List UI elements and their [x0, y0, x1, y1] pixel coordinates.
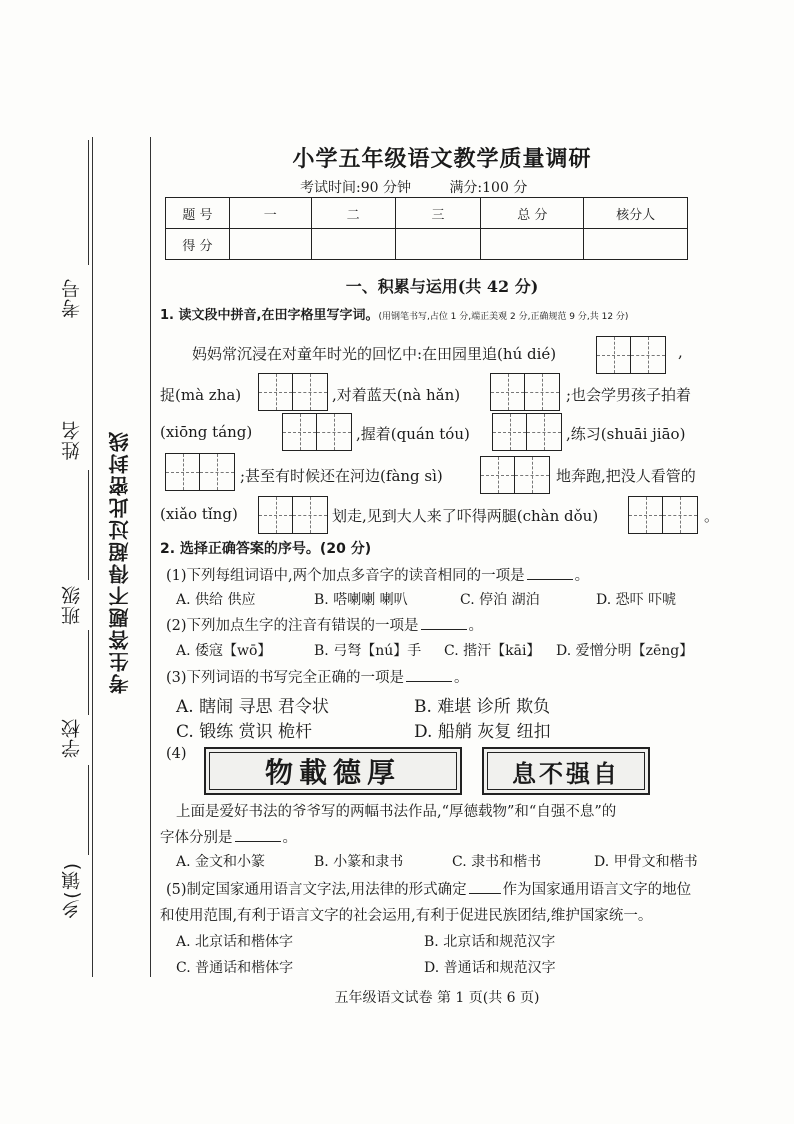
- full-score: 满分:100 分: [449, 180, 528, 196]
- q1-line-5a: (xiǎo tǐng): [160, 505, 238, 523]
- q1-line-2a: 捉(mà zha): [160, 386, 242, 404]
- answer-blank[interactable]: [469, 893, 501, 894]
- score-header-cell: 总 分: [481, 198, 584, 229]
- tianzige-nahan[interactable]: [490, 373, 560, 411]
- q2-sub4-text2-a: 字体分别是: [160, 830, 233, 846]
- q1-line-5c: 。: [704, 507, 720, 525]
- q2-sub4-end: 。: [282, 830, 297, 846]
- score-row-label: 得 分: [166, 229, 230, 260]
- xingming-label: 姓名: [61, 420, 83, 460]
- q1-line-3a: (xiōng táng): [160, 423, 253, 441]
- q1-line-4c: 地奔跑,把没人看管的: [556, 467, 696, 485]
- xuexiao-blank[interactable]: [88, 765, 89, 855]
- option-d[interactable]: D. 船艄 灰复 纽扣: [414, 722, 551, 742]
- q2-sub3-end: 。: [454, 670, 469, 686]
- option-b[interactable]: B. 弓弩【nú】手: [314, 643, 422, 659]
- xingming-blank[interactable]: [88, 470, 89, 580]
- q1-line-2c: ;也会学男孩子拍着: [566, 386, 692, 404]
- banji-label: 班级: [61, 585, 83, 625]
- tianzige-chandou[interactable]: [628, 496, 698, 534]
- q2-sub3-text: (3)下列词语的书写完全正确的一项是: [166, 670, 405, 686]
- option-c[interactable]: C. 揩汗【kāi】: [444, 643, 541, 659]
- q1-line-1-end: ,: [678, 343, 683, 361]
- tianzige-quantou[interactable]: [492, 413, 562, 451]
- option-c[interactable]: C. 隶书和楷书: [452, 854, 542, 870]
- q2-sub2-end: 。: [468, 618, 484, 634]
- option-b[interactable]: B. 北京话和规范汉字: [424, 934, 556, 950]
- tianzige-shuaijiao[interactable]: [165, 453, 235, 491]
- option-d[interactable]: D. 爱憎分明【zēng】: [556, 643, 694, 659]
- answer-blank[interactable]: [406, 681, 452, 682]
- option-a[interactable]: A. 北京话和楷体字: [176, 934, 294, 950]
- score-input-cell[interactable]: [584, 229, 688, 260]
- page-footer: 五年级语文试卷 第 1 页(共 6 页): [334, 990, 540, 1006]
- option-c[interactable]: C. 停泊 湖泊: [460, 592, 540, 608]
- option-c[interactable]: C. 普通话和楷体字: [176, 960, 294, 976]
- option-a[interactable]: A. 倭寇【wō】: [176, 643, 272, 659]
- q2-sub2-text: (2)下列加点生字的注音有错误的一项是: [166, 618, 419, 634]
- score-input-cell[interactable]: [481, 229, 584, 260]
- option-a[interactable]: A. 供给 供应: [176, 592, 256, 608]
- calligraphy-1-text: 物載德厚: [264, 756, 401, 789]
- option-d[interactable]: D. 普通话和规范汉字: [424, 960, 556, 976]
- score-header-cell: 核分人: [584, 198, 688, 229]
- question-1-title: [160, 304, 628, 323]
- exam-info: [300, 177, 561, 197]
- q2-sub5-line1: [166, 878, 691, 899]
- calligraphy-2-text: 息不强自: [512, 758, 620, 788]
- q1-title-text: 1. 读文段中拼音,在田字格里写字词。: [160, 308, 379, 323]
- answer-blank[interactable]: [235, 841, 281, 842]
- q2-sub3: [166, 666, 469, 687]
- answer-blank[interactable]: [421, 629, 467, 630]
- option-b[interactable]: B. 嗒喇喇 喇叭: [314, 592, 408, 608]
- q1-line-3c: ,练习(shuāi jiāo): [566, 425, 686, 443]
- q2-sub4: (4): [166, 746, 187, 762]
- score-input-cell[interactable]: [395, 229, 481, 260]
- option-d[interactable]: D. 恐吓 吓唬: [596, 592, 677, 608]
- seal-line-notice: 考生答题不得超过此密封线: [108, 430, 132, 694]
- answer-blank[interactable]: [527, 579, 573, 580]
- option-a[interactable]: A. 瞎闹 寻思 君令状: [176, 697, 329, 717]
- tianzige-hudie[interactable]: [596, 336, 666, 374]
- score-header-cell: 三: [395, 198, 481, 229]
- option-a[interactable]: A. 金文和小篆: [176, 854, 266, 870]
- q2-sub1-end: 。: [574, 568, 590, 584]
- q2-sub4-text2: [160, 826, 297, 847]
- tianzige-xiongtang[interactable]: [282, 413, 352, 451]
- tianzige-fangsi[interactable]: [480, 456, 550, 494]
- question-2-title: 2. 选择正确答案的序号。(20 分): [160, 541, 372, 557]
- q2-sub1-text: (1)下列每组词语中,两个加点多音字的读音相同的一项是: [166, 568, 525, 584]
- score-input-cell[interactable]: [229, 229, 311, 260]
- option-d[interactable]: D. 甲骨文和楷书: [594, 854, 698, 870]
- score-table: [165, 197, 688, 260]
- q1-line-1: 妈妈常沉浸在对童年时光的回忆中:在田园里追(hú dié): [192, 345, 557, 363]
- option-b[interactable]: B. 小篆和隶书: [314, 854, 404, 870]
- kaohao-label: 考号: [61, 278, 83, 318]
- score-header-cell: 题 号: [166, 198, 230, 229]
- calligraphy-work-1: [204, 747, 462, 795]
- xuexiao-label: 学校: [61, 718, 83, 758]
- q2-sub4-text1: 上面是爱好书法的爷爷写的两幅书法作品,“厚德载物”和“自强不息”的: [176, 804, 617, 820]
- q1-note: (用钢笔书写,占位 1 分,端正美观 2 分,正确规范 9 分,共 12 分): [378, 312, 629, 322]
- q1-line-5b: 划走,见到大人来了吓得两腿(chàn dǒu): [332, 507, 599, 525]
- q1-line-2b: ,对着蓝天(nà hǎn): [332, 386, 461, 404]
- option-c[interactable]: C. 锻练 赏识 桅杆: [176, 722, 313, 742]
- tianzige-mazha[interactable]: [258, 373, 328, 411]
- q1-line-3b: ,握着(quán tóu): [356, 425, 470, 443]
- tianzige-xiaoting[interactable]: [258, 496, 328, 534]
- banji-blank[interactable]: [88, 630, 89, 715]
- score-input-cell[interactable]: [311, 229, 395, 260]
- q2-sub5-b: 作为国家通用语言文字的地位: [502, 882, 692, 898]
- q2-sub2: [166, 614, 483, 635]
- calligraphy-work-2: [482, 747, 650, 795]
- q1-line-4b: ;甚至有时候还在河边(fàng sì): [240, 467, 443, 485]
- q2-sub1: [166, 564, 589, 585]
- option-b[interactable]: B. 难堪 诊所 欺负: [414, 697, 551, 717]
- page-title: 小学五年级语文教学质量调研: [292, 146, 592, 172]
- section-heading: 一、积累与运用(共 42 分): [345, 277, 539, 296]
- margin-line-outer: [92, 137, 93, 977]
- q2-sub5-line2: 和使用范围,有利于语言文字的社会运用,有利于促进民族团结,维护国家统一。: [160, 908, 653, 924]
- margin-line-inner: [150, 137, 151, 977]
- xiangzhen-label: 乡(镇): [61, 862, 83, 919]
- q2-sub5-a: (5)制定国家通用语言文字法,用法律的形式确定: [166, 882, 467, 898]
- score-header-cell: 一: [229, 198, 311, 229]
- score-header-cell: 二: [311, 198, 395, 229]
- exam-time: 考试时间:90 分钟: [300, 180, 411, 196]
